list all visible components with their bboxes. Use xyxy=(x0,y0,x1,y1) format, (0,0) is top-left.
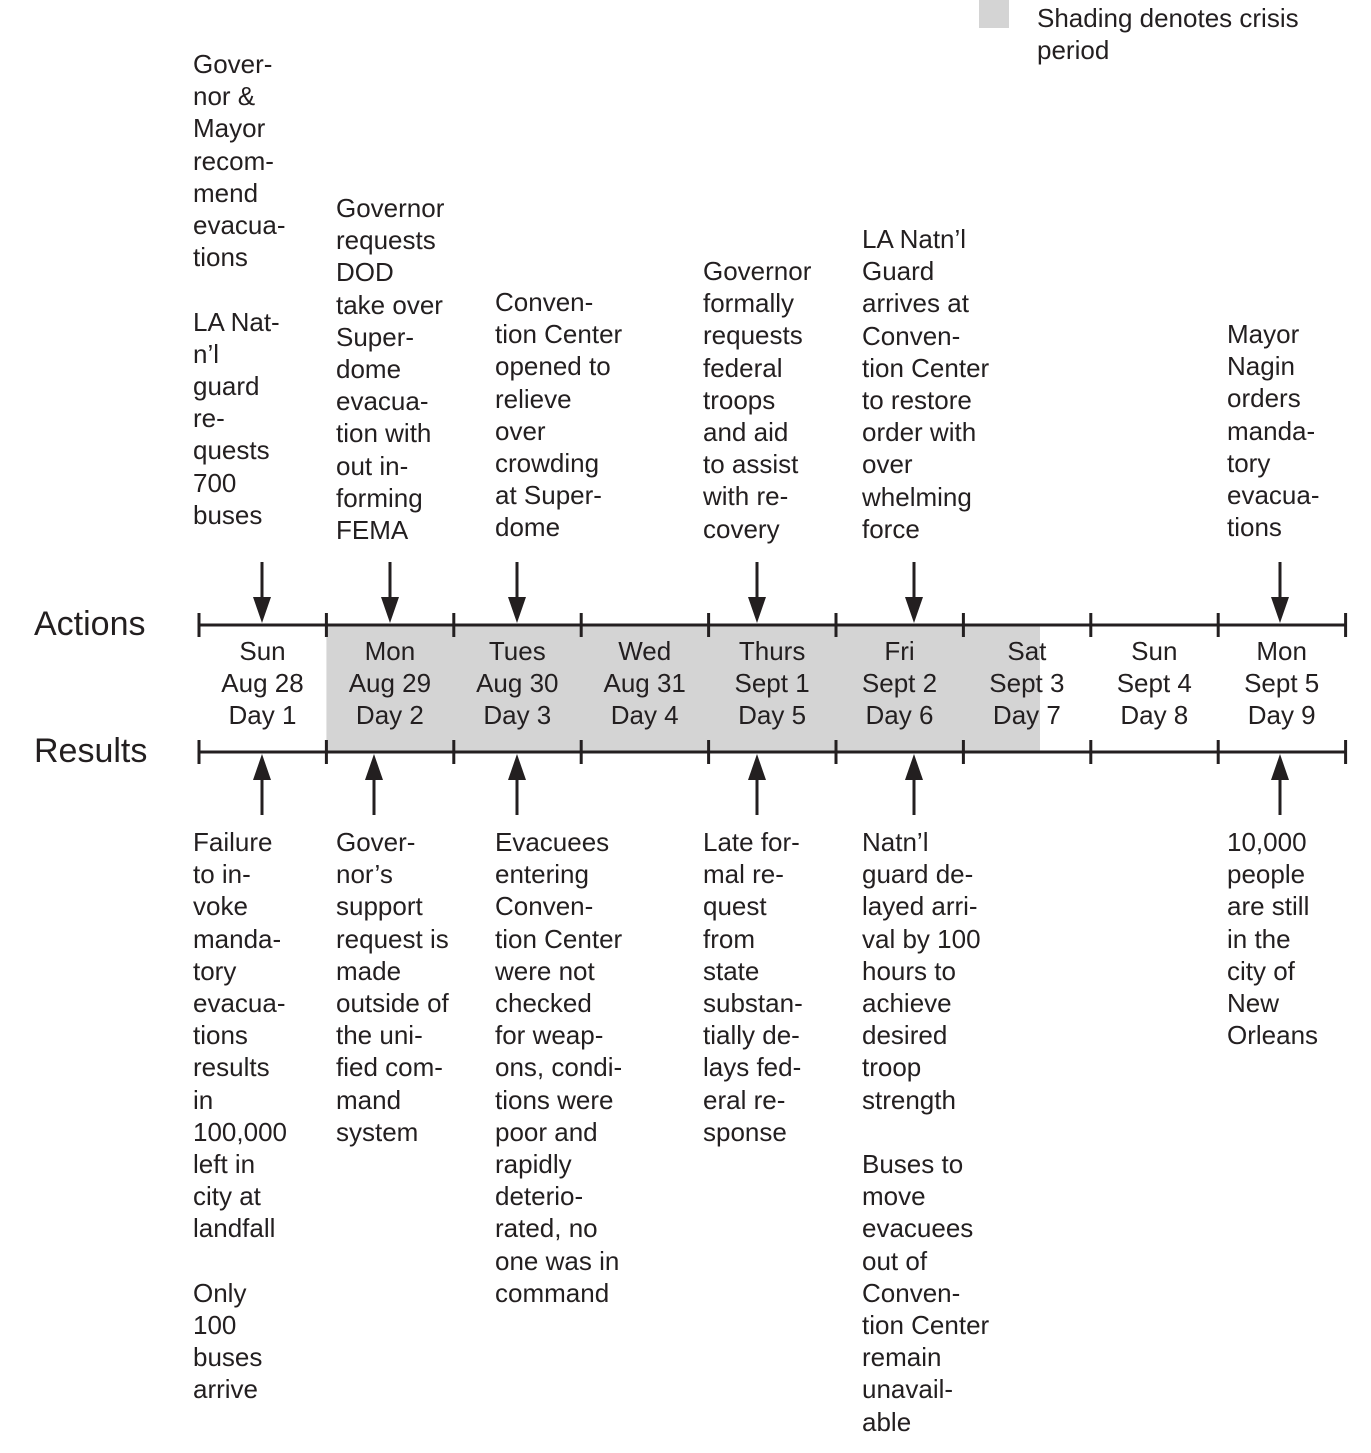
day-label-7: Sat Sept 3 Day 7 xyxy=(989,636,1065,730)
action-arrow-day-3 xyxy=(508,562,526,623)
actions-row-label: Actions xyxy=(34,605,146,643)
result-text-day-2: Gover- nor’s support request is made outside of the uni- fied com- mand system xyxy=(336,827,449,1147)
result-arrow-day-5 xyxy=(748,754,766,815)
legend-label: Shading denotes crisis period xyxy=(1037,3,1299,65)
action-arrow-day-1 xyxy=(253,562,271,623)
action-text-day-5: Governor formally requests federal troops and aid to assist with re- covery xyxy=(703,256,812,544)
action-text-day-3: Conven- tion Center opened to relieve over crowding at Super- dome xyxy=(495,287,623,543)
result-arrow-day-1 xyxy=(253,754,271,815)
day-label-4: Wed Aug 31 Day 4 xyxy=(603,636,686,730)
day-label-2: Mon Aug 29 Day 2 xyxy=(348,636,432,730)
day-label-6: Fri Sept 2 Day 6 xyxy=(861,636,938,730)
action-arrow-day-6 xyxy=(905,562,923,623)
result-text-day-9: 10,000 people are still in the city of New Orleans xyxy=(1227,827,1319,1051)
action-text-day-9: Mayor Nagin orders manda- tory evacua- tions xyxy=(1227,319,1320,543)
action-text-day-2: Governor requests DOD take over Super- dome evacua- tion with out in- forming FEMA xyxy=(336,193,445,546)
action-text-day-6: LA Natn’l Guard arrives at Conven- tion Center to restore order with over whelming force xyxy=(862,224,990,544)
action-text-day-1: Gover- nor & Mayor recom- mend evacua- tions LA Nat- n’l guard re- quests 700 buses xyxy=(193,49,286,530)
action-arrow-day-5 xyxy=(748,562,766,623)
result-arrow-day-3 xyxy=(508,754,526,815)
result-text-day-6: Natn’l guard de- layed arri- val by 100 hours to achieve desired troop strength Buses to move evacuees out of Conven- tion Center remain unavail- able xyxy=(862,827,990,1437)
result-arrow-day-2 xyxy=(365,754,383,815)
results-row-label: Results xyxy=(34,732,148,770)
action-arrow-day-2 xyxy=(381,562,399,623)
day-label-9: Mon Sept 5 Day 9 xyxy=(1244,636,1320,730)
day-label-3: Tues Aug 30 Day 3 xyxy=(476,636,559,730)
day-label-5: Thurs Sept 1 Day 5 xyxy=(734,636,810,730)
action-arrow-day-9 xyxy=(1271,562,1289,623)
result-text-day-5: Late for- mal re- quest from state substan- tially de- lays fed- eral re- sponse xyxy=(703,827,803,1147)
day-label-1: Sun Aug 28 Day 1 xyxy=(221,636,304,730)
result-arrow-day-6 xyxy=(905,754,923,815)
result-text-day-1: Failure to in- voke manda- tory evacua- tions results in 100,000 left in city at landfall Only 100 buses arrive xyxy=(193,827,287,1405)
result-arrow-day-9 xyxy=(1271,754,1289,815)
result-text-day-3: Evacuees entering Conven- tion Center were not checked for weap- ons, condi- tions were poor and rapidly deterio- rated, no one was in command xyxy=(495,827,623,1308)
day-label-8: Sun Sept 4 Day 8 xyxy=(1116,636,1192,730)
